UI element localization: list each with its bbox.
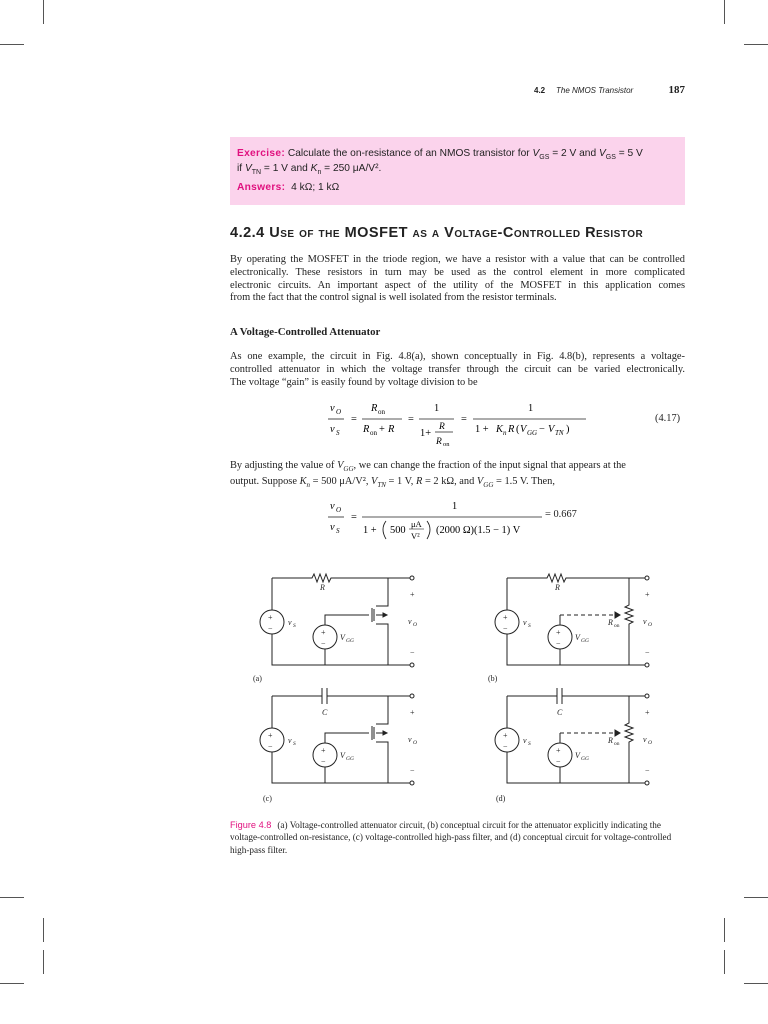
svg-text:+: + [268, 613, 273, 622]
svg-text:GG: GG [346, 638, 354, 644]
svg-text:O: O [648, 740, 652, 746]
svg-text:on: on [370, 429, 377, 437]
exercise-text: = 1 V and [261, 163, 311, 174]
var: R [415, 475, 423, 487]
svg-text:v: v [408, 735, 412, 744]
crop-mark [744, 44, 768, 45]
var-sub: TN [377, 480, 386, 489]
crop-mark [43, 0, 44, 24]
crop-mark [724, 0, 725, 24]
text-run: output. Suppose [230, 475, 300, 487]
svg-text:−: − [410, 766, 415, 775]
crop-mark [43, 918, 44, 942]
svg-text:O: O [413, 740, 417, 746]
svg-text:R: R [363, 424, 370, 435]
svg-text:−: − [410, 648, 415, 657]
exercise-text: Calculate the on-resistance of an NMOS transistor for [287, 148, 533, 159]
svg-text:O: O [336, 408, 342, 416]
caption-figure-label: Figure 4.8 [230, 820, 272, 830]
figure-label-a: (a) [253, 674, 262, 683]
svg-text:=: = [351, 414, 357, 425]
var: V [532, 148, 540, 159]
caption-text: (a) Voltage-controlled attenuator circuit, (b) conceptual circuit for the attenuator explicitly indicating the voltage-controlled on-resistance, (c) voltage-controlled high-pass filter, and (d) conceptual circuit for voltage-controlled high-pass filter. [230, 820, 672, 855]
svg-text:=: = [351, 512, 357, 523]
svg-text:1: 1 [434, 403, 440, 414]
var-sub: GS [539, 154, 550, 162]
svg-text:R: R [608, 736, 613, 745]
svg-text:O: O [413, 622, 417, 628]
var: V [598, 148, 606, 159]
svg-text:1: 1 [528, 403, 534, 414]
header-section: 4.2 [534, 86, 546, 95]
svg-text:v: v [330, 424, 335, 435]
svg-text:C: C [557, 708, 563, 717]
svg-text:GG: GG [581, 638, 589, 644]
svg-text:(2000 Ω)(1.5 − 1) V: (2000 Ω)(1.5 − 1) V [436, 525, 521, 536]
text-run: = 1 V, [385, 475, 416, 487]
svg-text:O: O [648, 622, 652, 628]
svg-text:v: v [523, 736, 527, 745]
svg-text:): ) [566, 424, 570, 435]
text-line: By operating the MOSFET in the triode region, we have a resistor with a value that can be controlled [230, 254, 685, 265]
svg-text:−: − [556, 639, 561, 648]
svg-text:v: v [330, 501, 335, 512]
figure-label-c: (c) [263, 794, 272, 803]
svg-text:−: − [503, 624, 508, 633]
var: V [337, 460, 344, 471]
crop-mark [43, 950, 44, 974]
svg-text:V²: V² [411, 531, 420, 541]
section-heading [230, 225, 643, 241]
exercise-box [230, 137, 685, 205]
answers-label: Answers: [237, 182, 286, 193]
svg-text:−: − [645, 648, 650, 657]
text-run: = 1.5 V. Then, [493, 475, 555, 487]
exercise-text: if [237, 163, 245, 174]
svg-text:1+: 1+ [420, 428, 432, 439]
circuit-b [495, 574, 649, 667]
svg-text:−: − [556, 757, 561, 766]
svg-text:−: − [268, 742, 273, 751]
svg-text:+: + [645, 590, 650, 599]
svg-text:−: − [321, 639, 326, 648]
figure-caption [230, 819, 685, 856]
text-line: controlled attenuator in which the voltage transfer through the circuit can be varied electronically. [230, 363, 685, 375]
crop-mark [724, 950, 725, 974]
text-line: electronic circuits. An important aspect of the utility of the MOSFET in this application comes [230, 279, 685, 291]
exercise-text: = 2 V and [549, 148, 599, 159]
equation-result: = 0.667 [545, 509, 577, 520]
crop-mark [0, 983, 24, 984]
equation-numeric [320, 496, 620, 546]
var: K [310, 163, 318, 174]
svg-text:S: S [528, 623, 531, 629]
svg-text:v: v [288, 618, 292, 627]
circuit-c [260, 688, 414, 785]
svg-text:V: V [548, 424, 555, 435]
var-sub: n [317, 169, 322, 177]
exercise-text: = 250 μA/V². [321, 163, 382, 174]
var: K [299, 475, 307, 487]
svg-text:V: V [340, 633, 345, 642]
svg-text:R: R [439, 422, 445, 432]
svg-text:GG: GG [346, 756, 354, 762]
svg-text:v: v [643, 617, 647, 626]
text-line: from the fact that the control signal is well isolated from the resistor terminals. [230, 292, 557, 304]
svg-text:V: V [575, 633, 580, 642]
svg-text:1: 1 [452, 501, 458, 512]
paragraph-3 [230, 460, 685, 492]
crop-mark [0, 897, 24, 898]
svg-text:+: + [645, 708, 650, 717]
svg-text:n: n [503, 429, 507, 437]
svg-text:GG: GG [581, 756, 589, 762]
svg-text:S: S [336, 429, 340, 437]
paragraph-2 [230, 351, 685, 389]
svg-text:V: V [340, 751, 345, 760]
svg-text:+: + [503, 731, 508, 740]
svg-text:v: v [330, 522, 335, 533]
svg-text:+: + [503, 613, 508, 622]
svg-text:(: ( [516, 424, 520, 435]
equation-number: (4.17) [655, 413, 681, 424]
var: V [476, 475, 484, 487]
text-run: By adjusting the value of [230, 460, 338, 471]
subheading: A Voltage-Controlled Attenuator [230, 326, 381, 338]
circuit-a [260, 574, 414, 667]
svg-text:S: S [336, 527, 340, 535]
exercise-label: Exercise: [237, 148, 286, 159]
svg-text:−: − [321, 757, 326, 766]
exercise-answers [237, 180, 339, 195]
svg-text:on: on [443, 441, 450, 448]
figure-label-d: (d) [496, 794, 506, 803]
text-run: , we can change the fraction of the input signal that appears at the [353, 460, 626, 471]
svg-text:O: O [336, 506, 342, 514]
svg-text:R: R [508, 424, 515, 435]
svg-text:R: R [320, 583, 325, 592]
crop-mark [744, 897, 768, 898]
text-line: The voltage “gain” is easily found by voltage division to be [230, 376, 478, 388]
svg-text:v: v [523, 618, 527, 627]
section-number: 4.2.4 [230, 225, 265, 241]
svg-text:v: v [408, 617, 412, 626]
svg-text:+: + [268, 731, 273, 740]
svg-text:V: V [575, 751, 580, 760]
header-title: The NMOS Transistor [556, 86, 634, 95]
svg-text:V: V [520, 424, 527, 435]
svg-text:+: + [410, 708, 415, 717]
svg-text:500: 500 [390, 525, 406, 536]
svg-text:=: = [408, 414, 414, 425]
svg-text:K: K [496, 424, 503, 435]
svg-text:R: R [371, 403, 378, 414]
var: V [244, 163, 252, 174]
svg-text:−: − [539, 424, 545, 435]
svg-text:on: on [614, 623, 620, 629]
var-sub: GG [343, 465, 354, 474]
crop-mark [724, 918, 725, 942]
svg-text:+: + [556, 628, 561, 637]
svg-text:R: R [436, 437, 442, 447]
svg-text:S: S [293, 623, 296, 629]
text-line [230, 460, 685, 476]
section-title: Use of the MOSFET as a Voltage-Controlled Resistor [269, 225, 644, 241]
svg-text:GG: GG [527, 429, 538, 437]
text-line: As one example, the circuit in Fig. 4.8(a), shown conceptually in Fig. 4.8(b), represents a voltage- [230, 351, 685, 362]
svg-text:on: on [378, 408, 385, 416]
svg-text:−: − [645, 766, 650, 775]
svg-text:+: + [321, 628, 326, 637]
svg-text:−: − [268, 624, 273, 633]
var-sub: n [306, 480, 311, 489]
figure-4-8 [250, 565, 670, 810]
text-line: electronically. These resistors in turn may be used as the control element in more complicated [230, 266, 685, 278]
var-sub: GG [483, 480, 494, 489]
svg-text:μA: μA [411, 519, 422, 529]
svg-text:R: R [555, 583, 560, 592]
exercise-line-2 [237, 161, 381, 180]
svg-text:v: v [288, 736, 292, 745]
var-sub: GS [605, 154, 616, 162]
svg-text:1 +: 1 + [363, 525, 377, 536]
svg-text:+: + [410, 590, 415, 599]
svg-text:TN: TN [555, 429, 564, 437]
var-sub: TN [251, 169, 262, 177]
text-line [230, 476, 685, 492]
svg-text:=: = [461, 414, 467, 425]
equation-4-17 [320, 398, 600, 450]
svg-text:S: S [293, 741, 296, 747]
svg-text:R: R [388, 424, 395, 435]
exercise-text: = 5 V [615, 148, 643, 159]
svg-text:C: C [322, 708, 328, 717]
text-run: = 2 kΩ, and [422, 475, 477, 487]
svg-text:on: on [614, 741, 620, 747]
figure-label-b: (b) [488, 674, 498, 683]
crop-mark [744, 983, 768, 984]
svg-text:−: − [503, 742, 508, 751]
svg-text:S: S [528, 741, 531, 747]
svg-text:+: + [379, 424, 385, 435]
svg-text:R: R [608, 618, 613, 627]
answers-value: 4 kΩ; 1 kΩ [291, 182, 340, 193]
svg-text:v: v [330, 403, 335, 414]
svg-text:v: v [643, 735, 647, 744]
var: V [371, 475, 378, 487]
page-number: 187 [668, 84, 685, 96]
svg-text:+: + [556, 746, 561, 755]
circuit-d [495, 688, 649, 785]
svg-text:+: + [321, 746, 326, 755]
crop-mark [0, 44, 24, 45]
svg-text:1 +: 1 + [475, 424, 489, 435]
paragraph-1 [230, 254, 685, 305]
text-run: = 500 μA/V², [310, 475, 372, 487]
